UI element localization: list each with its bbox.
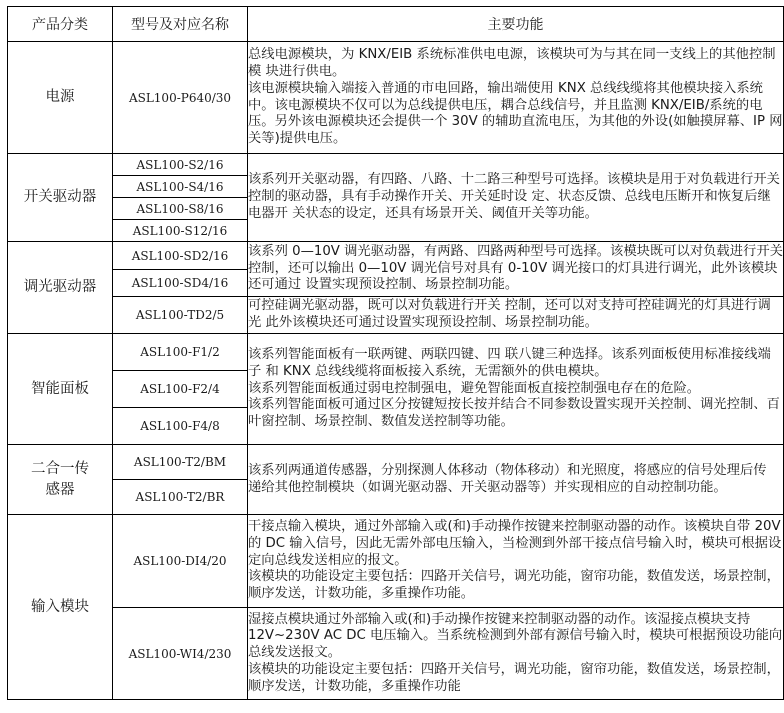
model-cell: ASL100-S4/16 (113, 176, 248, 198)
function-paragraph: 该系列两通道传感器，分别探测人体移动（物体移动）和光照度，将感应的信号处理后传 递给其他控制模块（如调光驱动器、开关驱动器等）并实现相应的自动控制功能。 (248, 462, 767, 495)
function-cell (248, 154, 784, 242)
function-cell (248, 334, 784, 445)
model-cell: ASL100-S2/16 (113, 154, 248, 176)
function-cell (248, 42, 784, 154)
table-row (8, 42, 784, 154)
function-paragraph: 该电源模块输入端接入普通的市电回路，输出端使用 KNX 总线线缆将其他模块接入系统中。该电源模块不仅可以为总线提供电压，耦合总线信号，并且监测 KNX/EIB/系统的电压。另外该电源模块还会提供一个 30V 的辅助直流电压，为其他的外设(如触摸屏幕、IP 网关等)提供电压。 (248, 80, 783, 147)
table-row (8, 515, 784, 608)
model-cell: ASL100-F4/8 (113, 408, 248, 445)
header-category: 产品分类 (8, 7, 113, 42)
model-cell: ASL100-T2/BM (113, 445, 248, 480)
table-row (8, 297, 784, 334)
function-cell (248, 242, 784, 297)
model-cell: ASL100-F1/2 (113, 334, 248, 371)
category-cell (8, 445, 113, 515)
function-paragraph: 该模块的功能设定主要包括：四路开关信号，调光功能，窗帘功能，数值发送，场景控制， 顺序发送，计数功能，多重操作功能。 (248, 569, 780, 602)
category-cell: 智能面板 (8, 334, 113, 445)
model-cell: ASL100-P640/30 (113, 42, 248, 154)
model-cell: ASL100-DI4/20 (113, 515, 248, 608)
model-cell: ASL100-S12/16 (113, 220, 248, 242)
product-spec-table (7, 6, 784, 700)
category-cell: 电源 (8, 42, 113, 154)
category-cell: 开关驱动器 (8, 154, 113, 242)
function-paragraph: 该系列智能面板可通过区分按键短按长按并结合不同参数设置实现开关控制、调光控制、百叶窗控制、场景控制、数值发送控制等功能。 (248, 397, 780, 430)
function-paragraph: 干接点输入模块，通过外部输入或(和)手动操作按键来控制驱动器的动作。该模块自带 20V 的 DC 输入信号，因此无需外部电压输入，当检测到外部干接点信号输入时，模块可根据设 定向总线发送相应的报文。 (248, 519, 782, 568)
model-cell: ASL100-SD4/16 (113, 270, 248, 297)
function-cell (248, 445, 784, 515)
function-paragraph: 该模块的功能设定主要包括：四路开关信号，调光功能，窗帘功能，数值发送，场景控制， 顺序发送，计数功能，多重操作功能 (248, 661, 780, 694)
function-cell (248, 515, 784, 608)
function-paragraph: 可控硅调光驱动器，既可以对负载进行开关 控制，还可以对支持可控硅调光的灯具进行调光 此外该模块还可通过设置实现预设控制、场景控制功能。 (248, 298, 771, 330)
category-cell: 调光驱动器 (8, 242, 113, 334)
header-function: 主要功能 (248, 7, 784, 42)
function-cell (248, 297, 784, 334)
function-paragraph: 该系列 0—10V 调光驱动器，有两路、四路两种型号可选择。该模块既可以对负载进行开关 控制，还可以输出 0—10V 调光信号对具有 0-10V 调光接口的灯具进行调光，此外该模块还可通过 设置实现预设控制、场景控制功能。 (248, 243, 783, 293)
function-paragraph: 该系列智能面板通过弱电控制强电，避免智能面板直接控制强电存在的危险。 (248, 380, 701, 396)
category-line: 二合一传 (31, 460, 89, 477)
function-paragraph: 总线电源模块，为 KNX/EIB 系统标准供电电源，该模块可为与其在同一支线上的其他控制模 块进行供电。 (248, 47, 776, 79)
category-cell: 输入模块 (8, 515, 113, 700)
model-cell: ASL100-S8/16 (113, 198, 248, 220)
table-row (8, 334, 784, 371)
model-cell: ASL100-SD2/16 (113, 242, 248, 270)
table-header-row (8, 7, 784, 42)
model-cell: ASL100-T2/BR (113, 480, 248, 515)
table-row (8, 445, 784, 480)
category-line: 感器 (45, 481, 75, 498)
header-model: 型号及对应名称 (113, 7, 248, 42)
function-cell (248, 608, 784, 700)
function-paragraph: 该系列智能面板有一联两键、两联四键、四 联八键三种选择。该系列面板使用标准接线端子 和 KNX 总线线缆将面板接入系统，无需额外的供电模块。 (248, 347, 771, 379)
table-row (8, 154, 784, 176)
model-cell: ASL100-F2/4 (113, 371, 248, 408)
model-cell: ASL100-TD2/5 (113, 297, 248, 334)
table-row (8, 242, 784, 270)
table-row (8, 608, 784, 700)
function-paragraph: 湿接点模块通过外部输入或(和)手动操作按键来控制驱动器的动作。该湿接点模块支持12V~230V AC DC 电压输入。当系统检测到外部有源信号输入时，模块可根据预设功能向总线发送报文。 (248, 611, 783, 661)
model-cell: ASL100-WI4/230 (113, 608, 248, 700)
function-paragraph: 该系列开关驱动器，有四路、八路、十二路三种型号可选择。该模块是用于对负载进行开关 控制的驱动器，具有手动操作开关、开关延时设 定、状态反馈、总线电压断开和恢复后继电器开 关状态的设定，还具有场景开关、阈值开关等功能。 (248, 172, 780, 221)
